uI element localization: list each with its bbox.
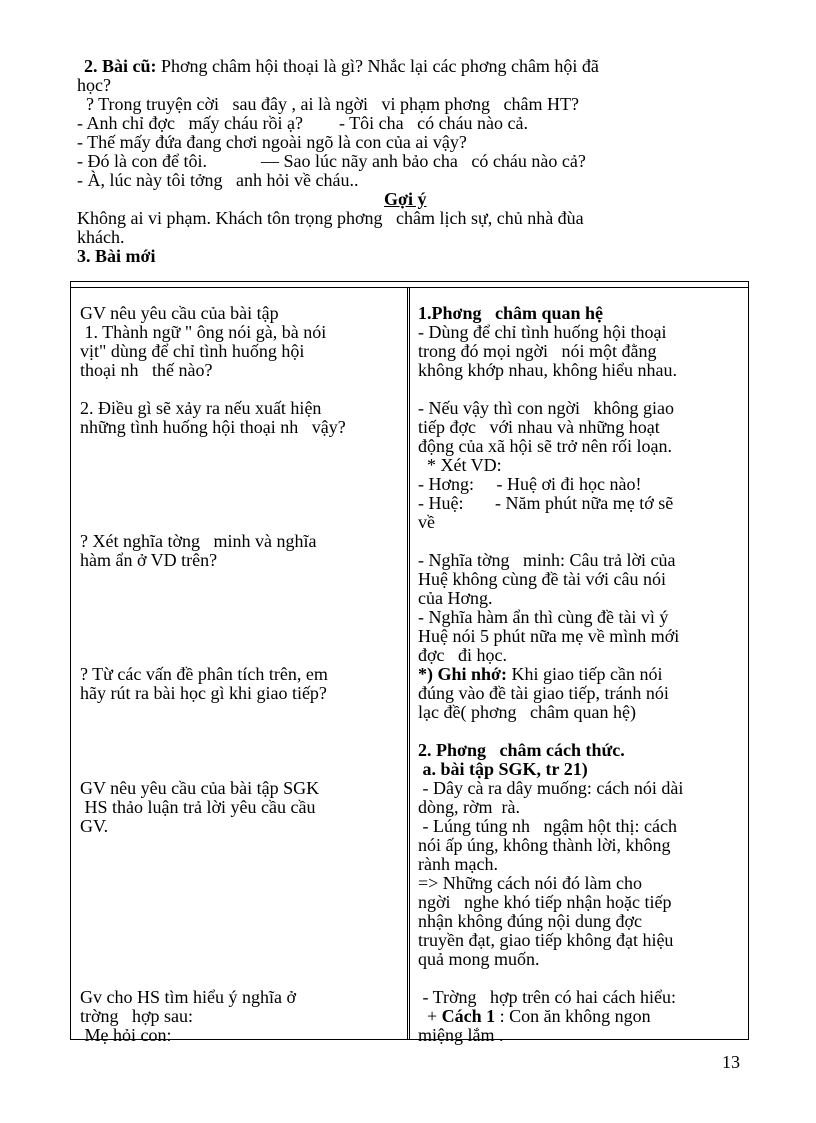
right-line: - Lúng túng nh ngậm hột thị: cách: [418, 816, 677, 836]
bai-cu-line: [84, 57, 599, 76]
left-line: Gv cho HS tìm hiểu ý nghĩa ở: [80, 987, 296, 1007]
left-block-5: [80, 779, 319, 836]
right-line: - Huệ: - Năm phút nữa mẹ tớ sẽ: [418, 493, 674, 513]
ghi-nho-line: [418, 665, 669, 684]
right-line: - Nếu vậy thì con ngời không giao: [418, 398, 674, 418]
left-line: GV nêu yêu cầu của bài tập: [80, 303, 279, 323]
left-line: thoại nh thế nào?: [80, 360, 213, 380]
section-title: 1.Phơng châm quan hệ: [418, 303, 604, 323]
right-line: động của xã hội sẽ trở nên rối loạn.: [418, 436, 672, 456]
left-block-4: [80, 665, 328, 703]
right-section-5: [418, 988, 676, 1045]
right-line: về: [418, 512, 435, 532]
right-line: truyền đạt, giao tiếp không đạt hiệu: [418, 930, 674, 950]
left-block-1: [80, 304, 326, 380]
right-line: rành mạch.: [418, 854, 498, 874]
dialogue-line-3: - Đó là con để tôi. — Sao lúc nãy anh bảo cha có cháu nào cả?: [77, 151, 586, 171]
right-line: miệng lắm .: [418, 1025, 504, 1045]
right-line: trong đó mọi ngời nói một đằng: [418, 341, 657, 361]
ghi-nho-text: Khi giao tiếp cần nói: [507, 664, 663, 684]
left-line: 1. Thành ngữ " ông nói gà, bà nói: [80, 322, 327, 342]
left-line: ? Xét nghĩa tờng minh và nghĩa: [80, 531, 317, 551]
left-line: GV nêu yêu cầu của bài tập SGK: [80, 778, 320, 798]
right-line: không khớp nhau, không hiểu nhau.: [418, 360, 677, 380]
story-question: ? Trong truyện cời sau đây , ai là ngời vi phạm phơng châm HT?: [77, 94, 579, 114]
left-line: Mẹ hỏi con:: [80, 1025, 172, 1045]
ghi-nho: [418, 665, 669, 722]
right-line: - Dùng để chỉ tình huống hội thoại: [418, 322, 667, 342]
goi-y-text-2: khách.: [77, 227, 125, 247]
left-line: HS thảo luận trả lời yêu cầu cầu: [80, 797, 316, 817]
left-line: 2. Điều gì sẽ xảy ra nếu xuất hiện: [80, 398, 322, 418]
goi-y-text-1: Không ai vi phạm. Khách tôn trọng phơng châm lịch sự, chủ nhà đùa: [77, 208, 584, 228]
cach-1-label: Cách 1: [441, 1006, 496, 1026]
right-line: - Hơng: - Huệ ơi đi học nào!: [418, 474, 642, 494]
ghi-nho-label: *) Ghi nhớ:: [418, 664, 507, 684]
right-line: Huệ không cùng đề tài với câu nói: [418, 569, 666, 589]
left-line: hãy rút ra bài học gì khi giao tiếp?: [80, 683, 327, 703]
left-line: ? Từ các vấn đề phân tích trên, em: [80, 664, 328, 684]
right-line: => Những cách nói đó làm cho: [418, 873, 643, 893]
right-line: - Nghĩa tờng minh: Câu trả lời của: [418, 550, 676, 570]
cach-1-line: [418, 1007, 676, 1026]
dialogue-line-1: - Anh chỉ đợc mấy cháu rồi ạ? - Tôi cha có cháu nào cả.: [77, 113, 529, 133]
page-number: 13: [722, 1052, 740, 1072]
right-line: quả mong muốn.: [418, 949, 540, 969]
left-line: hàm ẩn ở VD trên?: [80, 550, 218, 570]
right-line: nhận không đúng nội dung đợc: [418, 911, 642, 931]
bai-cu-label: 2. Bài cũ:: [84, 56, 157, 76]
left-line: trờng hợp sau:: [80, 1006, 194, 1026]
left-line: vịt" dùng để chỉ tình huống hội: [80, 341, 305, 361]
dialogue-line-4: - À, lúc này tôi tởng anh hỏi về cháu..: [77, 170, 359, 190]
right-line: ngời nghe khó tiếp nhận hoặc tiếp: [418, 892, 672, 912]
right-section-3: [418, 551, 679, 665]
lesson-table: [70, 281, 749, 1045]
bai-cu-text: Phơng châm hội thoại là gì? Nhắc lại các phơng châm hội đã: [156, 56, 599, 76]
right-section-2: [418, 399, 674, 532]
right-line: - Dây cà ra dây muống: cách nói dài: [418, 778, 684, 798]
left-block-2: [80, 399, 346, 437]
right-section-1: [418, 304, 677, 380]
right-line: đúng vào đề tài giao tiếp, tránh nói: [418, 683, 669, 703]
right-line: lạc đề( phơng châm quan hệ): [418, 702, 636, 722]
right-line: - Nghĩa hàm ẩn thì cùng đề tài vì ý: [418, 607, 669, 627]
left-block-6: [80, 988, 296, 1045]
column-divider: [407, 287, 410, 1039]
cach-1-text: : Con ăn không ngon: [495, 1006, 651, 1026]
right-line: nói ấp úng, không thành lời, không: [418, 835, 671, 855]
goi-y-title: Gợi ý: [384, 189, 427, 209]
right-line: - Trờng hợp trên có hai cách hiểu:: [418, 987, 676, 1007]
left-block-3: [80, 532, 316, 570]
bai-cu-text-cont: học?: [77, 75, 111, 95]
cach-1-prefix: +: [418, 1006, 442, 1026]
section-subtitle: a. bài tập SGK, tr 21): [418, 759, 588, 779]
right-line: * Xét VD:: [418, 455, 502, 475]
dialogue-line-2: - Thế mấy đứa đang chơi ngoài ngõ là con của ai vậy?: [77, 132, 467, 152]
right-line: đợc đi học.: [418, 645, 507, 665]
right-section-4: [418, 741, 683, 969]
right-line: của Hơng.: [418, 588, 493, 608]
left-line: GV.: [80, 816, 109, 836]
left-line: những tình huống hội thoại nh vậy?: [80, 417, 346, 437]
right-line: dòng, rờm rà.: [418, 797, 520, 817]
right-line: tiếp đợc với nhau và những hoạt: [418, 417, 660, 437]
right-line: Huệ nói 5 phút nữa mẹ về mình mới: [418, 626, 680, 646]
section-title: 2. Phơng châm cách thức.: [418, 740, 625, 760]
bai-moi-heading: 3. Bài mới: [77, 246, 156, 266]
